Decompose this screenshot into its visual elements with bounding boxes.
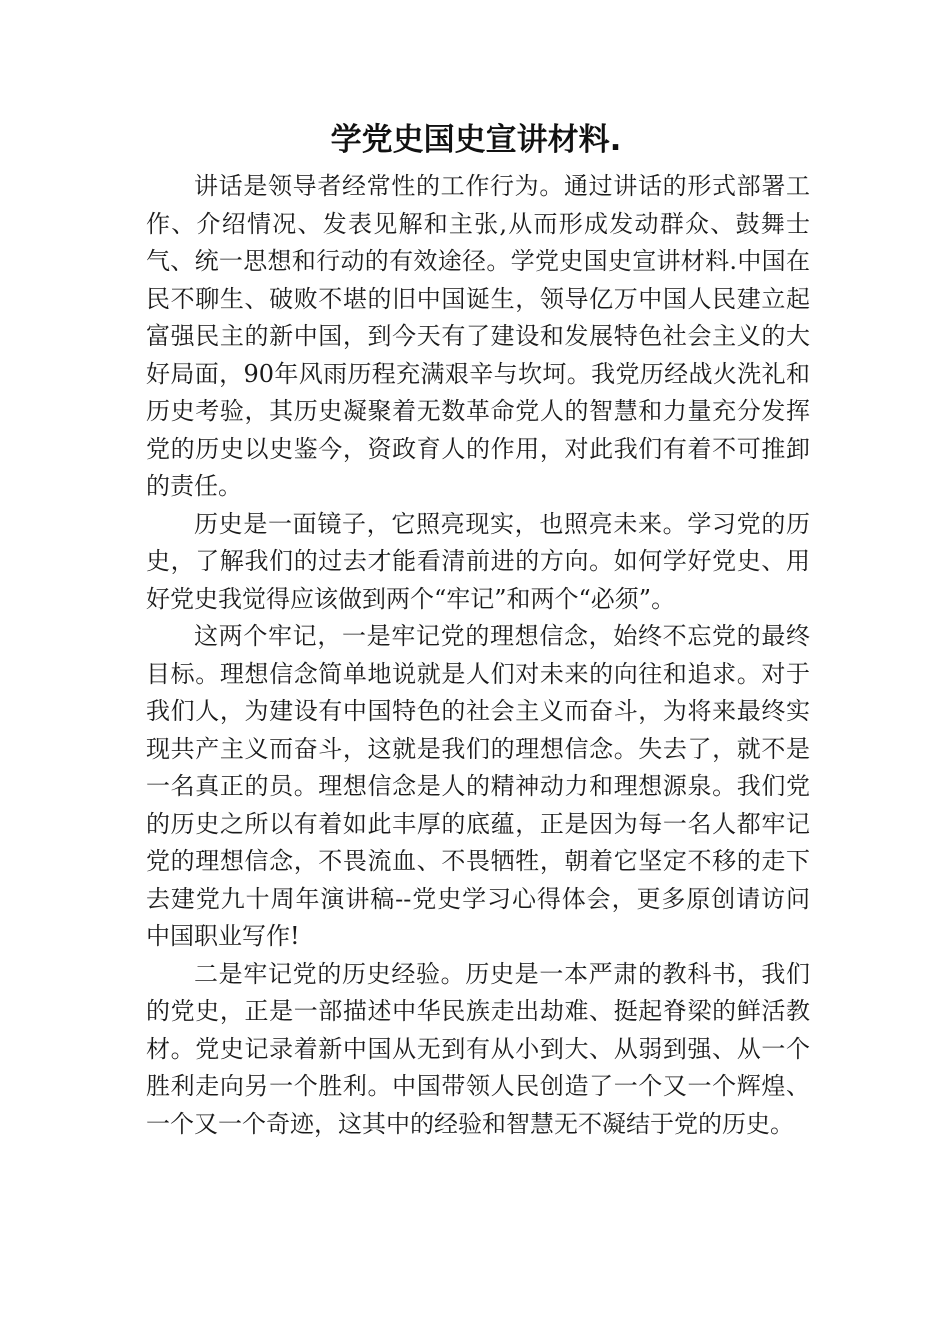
document-title: 学党史国史宣讲材料. xyxy=(330,122,622,158)
paragraph-4: 二是牢记党的历史经验。历史是一本严肃的教科书，我们的党史，正是一部描述中华民族走出劫难、挺起脊梁的鲜活教材。党史记录着新中国从无到有从小到大、从弱到强、从一个胜利走向另一个胜利。中国带领人民创造了一个又一个辉煌、一个又一个奇迹，这其中的经验和智慧无不凝结于党的历史。 xyxy=(146,959,810,1138)
paragraph-1: 讲话是领导者经常性的工作行为。通过讲话的形式部署工作、介绍情况、发表见解和主张,从而形成发动群众、鼓舞士气、统一思想和行动的有效途径。学党史国史宣讲材料.中国在民不聊生、破败不堪的旧中国诞生，领导亿万中国人民建立起富强民主的新中国，到今天有了建设和发展特色社会主义的大好局面，90年风雨历程充满艰辛与坎坷。我党历经战火洗礼和历史考验，其历史凝聚着无数革命党人的智慧和力量充分发挥党的历史以史鉴今，资政育人的作用，对此我们有着不可推卸的责任。 xyxy=(146,172,810,500)
document-body xyxy=(146,168,810,1143)
paragraph-2: 历史是一面镜子，它照亮现实，也照亮未来。学习党的历史，了解我们的过去才能看清前进的方向。如何学好党史、用好党史我觉得应该做到两个“牢记”和两个“必须”。 xyxy=(146,509,810,613)
paragraph-3: 这两个牢记，一是牢记党的理想信念，始终不忘党的最终目标。理想信念简单地说就是人们对未来的向往和追求。对于我们人，为建设有中国特色的社会主义而奋斗，为将来最终实现共产主义而奋斗，这就是我们的理想信念。失去了，就不是一名真正的员。理想信念是人的精神动力和理想源泉。我们党的历史之所以有着如此丰厚的底蕴，正是因为每一名人都牢记党的理想信念，不畏流血、不畏牺牲，朝着它坚定不移的走下去建党九十周年演讲稿--党史学习心得体会，更多原创请访问中国职业写作! xyxy=(146,622,810,950)
